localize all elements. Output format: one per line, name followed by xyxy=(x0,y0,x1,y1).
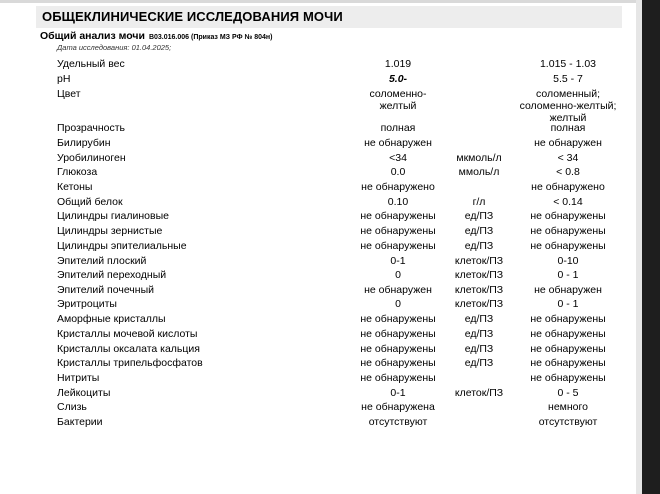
result-name: Уробилиноген xyxy=(57,152,126,164)
reference-range: не обнаружены xyxy=(530,210,606,222)
reference-range: полная xyxy=(550,122,586,134)
reference-range: не обнаружен xyxy=(534,284,602,296)
reference-range: не обнаружены xyxy=(530,372,606,384)
result-name: Кристаллы оксалата кальция xyxy=(57,343,200,355)
result-name: Лейкоциты xyxy=(57,387,111,399)
reference-range: не обнаружены xyxy=(530,240,606,252)
reference-range: < 0.14 xyxy=(553,196,583,208)
reference-range: 5.5 - 7 xyxy=(553,73,583,85)
result-value: <34 xyxy=(389,152,407,164)
result-value: отсутствуют xyxy=(368,416,428,428)
result-value: 0-1 xyxy=(390,255,406,267)
result-value: не обнаружена xyxy=(361,401,435,413)
result-unit: ед/ПЗ xyxy=(464,343,494,355)
result-value: полная xyxy=(380,122,416,134)
reference-range: 0 - 1 xyxy=(557,298,579,310)
result-name: Прозрачность xyxy=(57,122,126,134)
result-unit: ед/ПЗ xyxy=(464,210,494,222)
reference-range: не обнаружены xyxy=(530,225,606,237)
reference-range: не обнаружены xyxy=(530,328,606,340)
reference-range: 1.015 - 1.03 xyxy=(539,58,597,70)
result-name: Кристаллы мочевой кислоты xyxy=(57,328,198,340)
result-name: Эпителий почечный xyxy=(57,284,154,296)
result-value: не обнаружен xyxy=(364,284,432,296)
result-name: Нитриты xyxy=(57,372,100,384)
result-name: Эритроциты xyxy=(57,298,117,310)
result-unit: клеток/ПЗ xyxy=(454,387,504,399)
result-name: Кетоны xyxy=(57,181,93,193)
result-unit: ед/ПЗ xyxy=(464,328,494,340)
result-value: не обнаружены xyxy=(360,210,436,222)
result-name: Общий белок xyxy=(57,196,123,208)
study-date: Дата исследования: 01.04.2025; xyxy=(57,43,172,52)
result-unit: мкмоль/л xyxy=(456,152,502,164)
result-name: Цилиндры зернистые xyxy=(57,225,163,237)
page-top-shadow xyxy=(0,0,660,3)
result-name: Эпителий переходный xyxy=(57,269,167,281)
reference-range: соломенный; соломенно-желтый; желтый xyxy=(519,88,617,124)
result-name: Эпителий плоский xyxy=(57,255,147,267)
result-value: не обнаружено xyxy=(361,181,435,193)
result-name: Цвет xyxy=(57,88,81,100)
result-name: Удельный вес xyxy=(57,58,125,70)
result-name: Цилиндры эпителиальные xyxy=(57,240,187,252)
result-value: не обнаружены xyxy=(360,343,436,355)
analysis-title xyxy=(40,30,273,42)
analysis-code: B03.016.006 (Приказ МЗ РФ № 804н) xyxy=(148,34,273,41)
result-unit: ммоль/л xyxy=(458,166,500,178)
result-name: Билирубин xyxy=(57,137,111,149)
result-name: Аморфные кристаллы xyxy=(57,313,166,325)
result-value: не обнаружены xyxy=(360,357,436,369)
result-value: не обнаружены xyxy=(360,328,436,340)
result-unit: г/л xyxy=(472,196,486,208)
result-name: Кристаллы трипельфосфатов xyxy=(57,357,203,369)
result-value: не обнаружены xyxy=(360,372,436,384)
result-value: не обнаружены xyxy=(360,313,436,325)
result-unit: ед/ПЗ xyxy=(464,357,494,369)
analysis-name: Общий анализ мочи xyxy=(40,30,145,42)
reference-range: не обнаружены xyxy=(530,357,606,369)
reference-range: < 34 xyxy=(557,152,579,164)
reference-range: 0-10 xyxy=(557,255,579,267)
reference-range: 0 - 1 xyxy=(557,269,579,281)
result-value: не обнаружен xyxy=(364,137,432,149)
reference-range: немного xyxy=(548,401,588,413)
result-unit: клеток/ПЗ xyxy=(454,269,504,281)
result-value: 0 xyxy=(395,298,401,310)
result-name: pH xyxy=(57,73,71,85)
reference-range: не обнаружен xyxy=(534,137,602,149)
result-unit: клеток/ПЗ xyxy=(454,284,504,296)
result-name: Бактерии xyxy=(57,416,103,428)
result-name: Глюкоза xyxy=(57,166,98,178)
result-value: 0-1 xyxy=(390,387,406,399)
result-value: 0.0 xyxy=(390,166,406,178)
result-value: 1.019 xyxy=(384,58,412,70)
reference-range: < 0.8 xyxy=(556,166,580,178)
result-unit: ед/ПЗ xyxy=(464,313,494,325)
reference-range: 0 - 5 xyxy=(557,387,579,399)
reference-range: не обнаружены xyxy=(530,313,606,325)
result-value: соломенно- желтый xyxy=(369,88,427,112)
result-unit: клеток/ПЗ xyxy=(454,298,504,310)
reference-range: отсутствуют xyxy=(538,416,598,428)
result-value: 0.10 xyxy=(387,196,409,208)
result-name: Слизь xyxy=(57,401,87,413)
result-unit: ед/ПЗ xyxy=(464,225,494,237)
result-value: 0 xyxy=(395,269,401,281)
result-unit: клеток/ПЗ xyxy=(454,255,504,267)
result-unit: ед/ПЗ xyxy=(464,240,494,252)
reference-range: не обнаружены xyxy=(530,343,606,355)
result-value: 5.0- xyxy=(388,73,408,85)
result-name: Цилиндры гиалиновые xyxy=(57,210,169,222)
reference-range: не обнаружено xyxy=(531,181,605,193)
result-value: не обнаружены xyxy=(360,240,436,252)
viewer-edge xyxy=(642,0,660,494)
section-header: ОБЩЕКЛИНИЧЕСКИЕ ИССЛЕДОВАНИЯ МОЧИ xyxy=(36,6,622,28)
result-value: не обнаружены xyxy=(360,225,436,237)
